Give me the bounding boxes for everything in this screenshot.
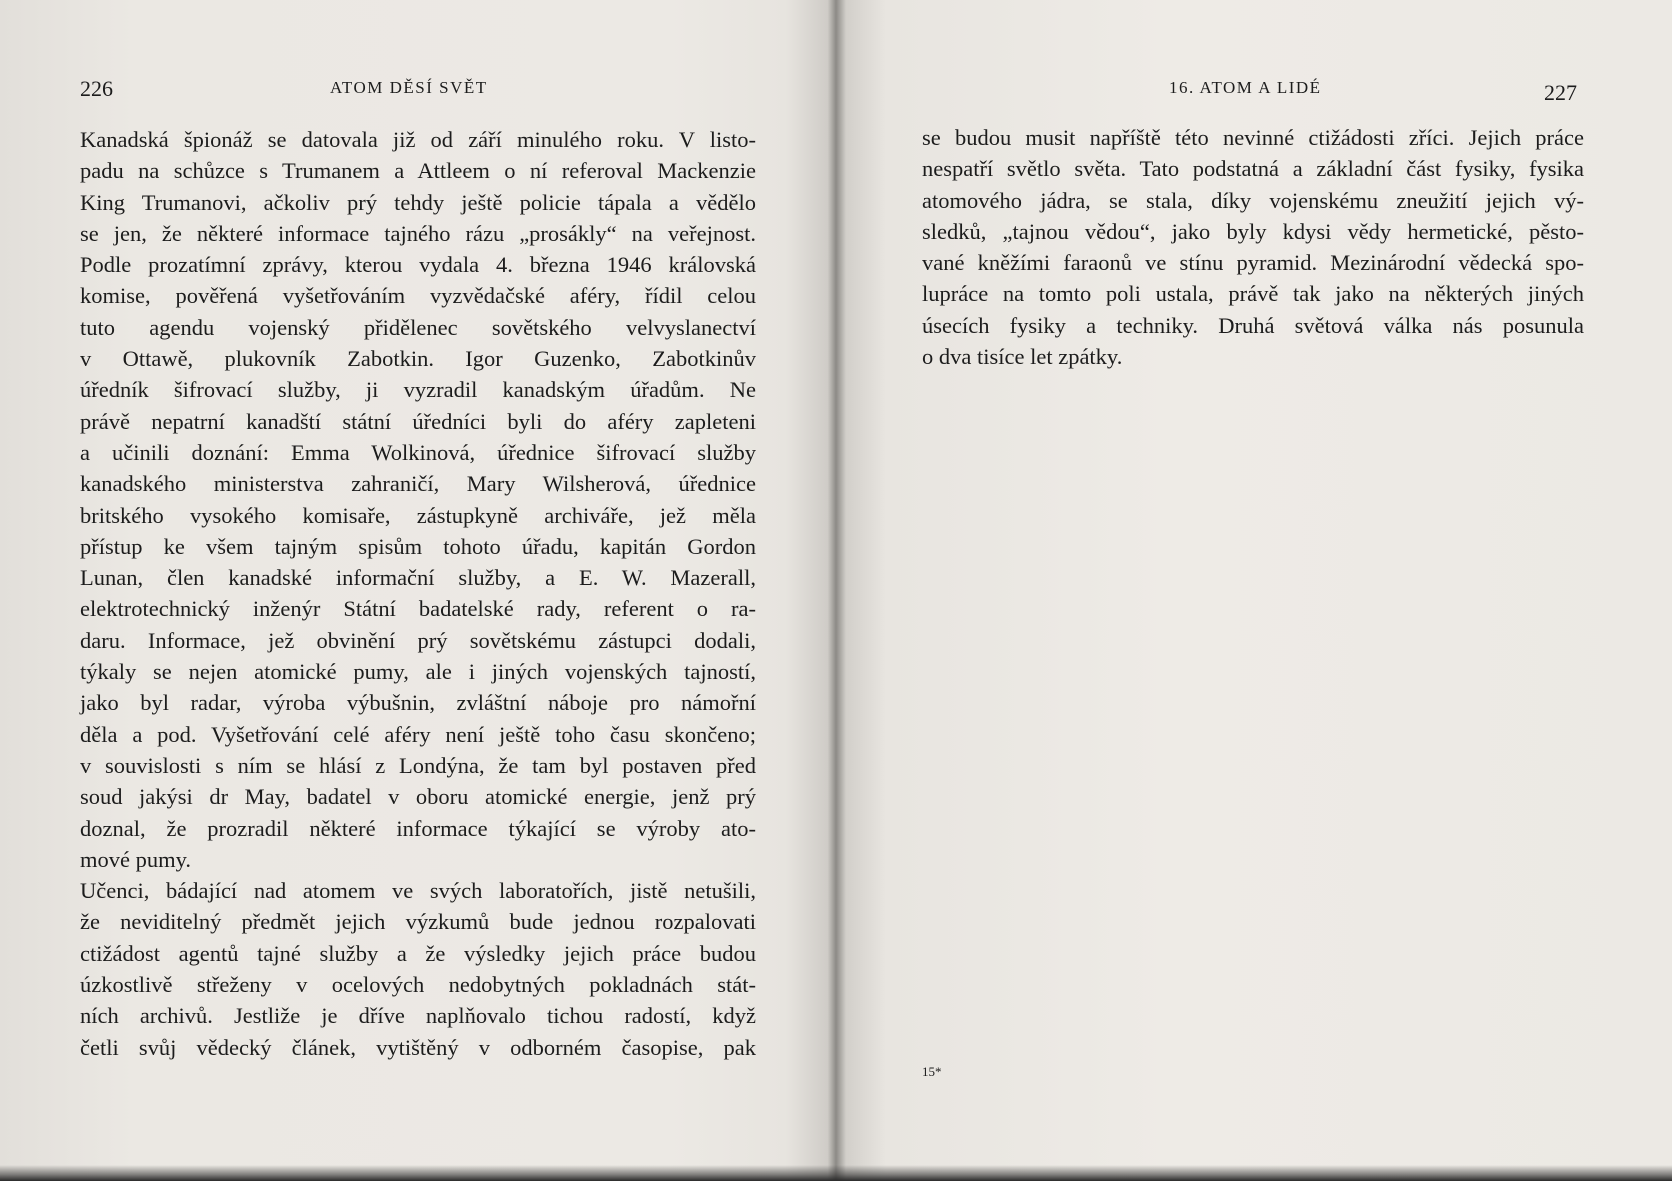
text-line: ních archivů. Jestliže je dříve naplňovalo tichou radostí, když bbox=[80, 1003, 756, 1029]
text-line: o dva tisíce let zpátky. bbox=[922, 344, 1123, 370]
text-line: v Ottawě, plukovník Zabotkin. Igor Guzenko, Zabotkinův bbox=[80, 346, 756, 372]
page-bottom-edge bbox=[0, 1165, 1672, 1181]
text-line: nespatří světlo světa. Tato podstatná a základní část fysiky, fysika bbox=[922, 156, 1584, 182]
text-line: Lunan, člen kanadské informační služby, a E. W. Mazerall, bbox=[80, 565, 756, 591]
text-line: úředník šifrovací služby, ji vyzradil kanadským úřadům. Ne bbox=[80, 377, 756, 403]
text-line: v souvislosti s ním se hlásí z Londýna, že tam byl postaven před bbox=[80, 752, 756, 778]
text-line: atomového jádra, se stala, díky vojenskému zneužití jejich vý- bbox=[922, 187, 1584, 213]
text-line: doznal, že prozradil některé informace týkající se výroby ato- bbox=[80, 815, 756, 841]
text-line: mové pumy. bbox=[80, 846, 192, 872]
right-page bbox=[836, 0, 1672, 1181]
printer-signature-mark: 15* bbox=[922, 1064, 942, 1079]
body-text bbox=[80, 124, 756, 1063]
page-number: 226 bbox=[80, 76, 113, 101]
text-line: sledků, „tajnou vědou“, jako byly kdysi vědy hermetické, pěsto- bbox=[922, 218, 1584, 244]
text-line: ctižádost agentů tajné služby a že výsledky jejich práce budou bbox=[80, 940, 756, 966]
text-line: King Trumanovi, ačkoliv prý tehdy ještě policie tápala a vědělo bbox=[80, 189, 756, 215]
text-line: děla a pod. Vyšetřování celé aféry není ještě toho času skončeno; bbox=[80, 721, 756, 747]
text-line: úsecích fysiky a techniky. Druhá světová válka nás posunula bbox=[922, 312, 1584, 338]
text-line: komise, pověřená vyšetřováním vyzvědačské aféry, řídil celou bbox=[80, 283, 756, 309]
text-line: lupráce na tomto poli ustala, právě tak jako na některých jiných bbox=[922, 281, 1584, 307]
text-line: soud jakýsi dr May, badatel v oboru atomické energie, jenž prý bbox=[80, 784, 756, 810]
text-line: četli svůj vědecký článek, vytištěný v odborném časopise, pak bbox=[80, 1034, 756, 1060]
text-line: Podle prozatímní zprávy, kterou vydala 4. března 1946 královská bbox=[80, 252, 756, 278]
text-line: Učenci, bádající nad atomem ve svých laboratořích, jistě netušili, bbox=[80, 878, 756, 904]
text-line: daru. Informace, jež obvinění prý sovětskému zástupci dodali, bbox=[80, 627, 756, 653]
text-line: a učinili doznání: Emma Wolkinová, úřednice šifrovací služby bbox=[80, 439, 756, 465]
text-line: úzkostlivě střeženy v ocelových nedobytných pokladnách stát- bbox=[80, 972, 756, 998]
page-number: 227 bbox=[1544, 80, 1577, 105]
text-line: se budou musit napříště této nevinné ctižádosti zříci. Jejich práce bbox=[922, 125, 1584, 150]
text-line: tuto agendu vojenský přidělenec sovětského velvyslanectví bbox=[80, 314, 756, 340]
text-line: právě nepatrní kanadští státní úředníci byli do aféry zapleteni bbox=[80, 408, 756, 434]
text-line: padu na schůzce s Trumanem a Attleem o ní referoval Mackenzie bbox=[80, 158, 756, 184]
running-head: 16. ATOM A LIDÉ bbox=[1169, 78, 1322, 97]
text-line: jako byl radar, výroba výbušnin, zvláštní náboje pro námořní bbox=[80, 690, 756, 716]
text-line: britského vysokého komisaře, zástupkyně archiváře, jež měla bbox=[80, 502, 756, 528]
text-line: vané kněžími faraonů ve stínu pyramid. Mezinárodní vědecká spo- bbox=[922, 250, 1584, 276]
text-line: kanadského ministerstva zahraničí, Mary Wilsherová, úřednice bbox=[80, 471, 756, 497]
text-line: týkaly se nejen atomické pumy, ale i jiných vojenských tajností, bbox=[80, 659, 756, 685]
text-line: přístup ke všem tajným spisům tohoto úřadu, kapitán Gordon bbox=[80, 533, 756, 559]
text-line: elektrotechnický inženýr Státní badatelské rady, referent o ra- bbox=[80, 596, 756, 622]
text-line: že neviditelný předmět jejich výzkumů bude jednou rozpalovati bbox=[80, 909, 756, 935]
body-text bbox=[922, 122, 1584, 372]
text-line: Kanadská špionáž se datovala již od září minulého roku. V listo- bbox=[80, 127, 756, 152]
running-head: ATOM DĚSÍ SVĚT bbox=[330, 78, 488, 97]
text-line: se jen, že některé informace tajného rázu „prosákly“ na veřejnost. bbox=[80, 220, 756, 246]
